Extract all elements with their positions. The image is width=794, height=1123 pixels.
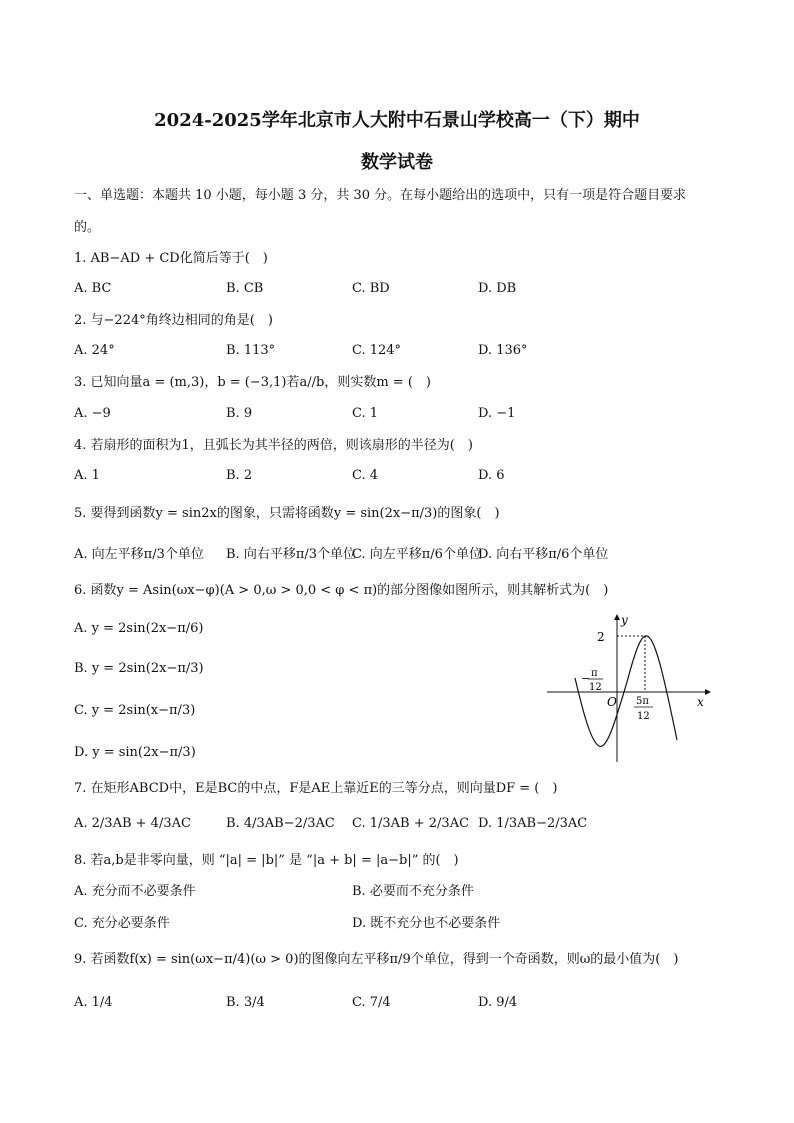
answer-option[interactable]: D. 既不充分也不必要条件 [352, 916, 501, 931]
sine-graph [545, 612, 715, 772]
answer-option[interactable]: A. 充分而不必要条件 [74, 884, 196, 899]
answer-option[interactable]: B. CB [226, 281, 264, 296]
answer-option[interactable]: A. −9 [74, 406, 111, 421]
question-stem: 1. AB−AD + CD化简后等于( ) [74, 251, 268, 266]
question-stem: 4. 若扇形的面积为1，且弧长为其半径的两倍，则该扇形的半径为( ) [74, 438, 473, 453]
neg-tick-num: π [591, 668, 598, 679]
question-stem: 3. 已知向量a = (m,3)，b = (−3,1)若a//b，则实数m = ( ) [74, 375, 431, 390]
answer-option[interactable]: B. 必要而不充分条件 [352, 884, 474, 899]
answer-option[interactable]: D. 向右平移π/6个单位 [478, 547, 609, 562]
max-label: 2 [597, 630, 605, 644]
answer-option[interactable]: C. 1 [352, 406, 379, 421]
answer-option[interactable]: A. 24° [74, 343, 115, 358]
exam-subtitle: 数学试卷 [361, 152, 433, 173]
question-stem: 2. 与−224°角终边相同的角是( ) [74, 313, 273, 328]
question-stem: 8. 若a,b是非零向量，则 “|a| = |b|” 是 “|a + b| = |a−b|” 的( ) [74, 853, 459, 868]
answer-option[interactable]: D. 136° [478, 343, 528, 358]
y-arrow [614, 614, 620, 620]
answer-option[interactable]: A. 2/3AB + 4/3AC [74, 816, 191, 831]
question-stem: 6. 函数y = Asin(ωx−φ)(A > 0,ω > 0,0 < φ < π)的部分图像如图所示，则其解析式为( ) [74, 583, 609, 598]
y-label: y [621, 613, 628, 627]
section-heading: 一、单选题：本题共 10 小题，每小题 3 分，共 30 分。在每小题给出的选项中，只有一项是符合题目要求 [74, 188, 687, 203]
answer-option[interactable]: B. 3/4 [226, 995, 265, 1010]
answer-option[interactable]: B. 向右平移π/3个单位 [226, 547, 357, 562]
answer-option[interactable]: A. y = 2sin(2x−π/6) [74, 621, 204, 636]
answer-option[interactable]: B. 4/3AB−2/3AC [226, 816, 335, 831]
origin-label: O [607, 695, 617, 709]
answer-option[interactable]: B. 9 [226, 406, 253, 421]
answer-option[interactable]: A. BC [74, 281, 112, 296]
answer-option[interactable]: B. 113° [226, 343, 276, 358]
neg-tick-den: 12 [589, 682, 602, 693]
answer-option[interactable]: C. BD [352, 281, 390, 296]
answer-option[interactable]: D. 6 [478, 468, 505, 483]
answer-option[interactable]: A. 向左平移π/3个单位 [74, 547, 204, 562]
question-stem: 9. 若函数f(x) = sin(ωx−π/4)(ω > 0)的图像向左平移π/9个单位，得到一个奇函数，则ω的最小值为( ) [74, 952, 679, 967]
neg-tick-minus: − [581, 672, 591, 685]
pos-tick-den: 12 [637, 711, 650, 722]
exam-title: 2024-2025学年北京市人大附中石景山学校高一（下）期中 [154, 110, 640, 131]
pos-tick-num: 5π [636, 696, 649, 707]
answer-option[interactable]: D. DB [478, 281, 517, 296]
question-stem: 5. 要得到函数y = sin2x的图象，只需将函数y = sin(2x−π/3)的图象( ) [74, 506, 500, 521]
answer-option[interactable]: D. y = sin(2x−π/3) [74, 745, 196, 760]
answer-option[interactable]: D. −1 [478, 406, 516, 421]
answer-option[interactable]: A. 1 [74, 468, 100, 483]
answer-option[interactable]: C. 1/3AB + 2/3AC [352, 816, 470, 831]
x-arrow [705, 689, 711, 695]
answer-option[interactable]: C. 充分必要条件 [74, 916, 170, 931]
answer-option[interactable]: B. y = 2sin(2x−π/3) [74, 661, 204, 676]
answer-option[interactable]: C. 向左平移π/6个单位 [352, 547, 482, 562]
answer-option[interactable]: A. 1/4 [74, 995, 113, 1010]
question-stem: 7. 在矩形ABCD中，E是BC的中点，F是AE上靠近E的三等分点，则向量DF = ( ) [74, 781, 558, 796]
answer-option[interactable]: C. 7/4 [352, 995, 391, 1010]
answer-option[interactable]: D. 1/3AB−2/3AC [478, 816, 588, 831]
x-label: x [697, 695, 704, 709]
section-heading-cont: 的。 [74, 220, 101, 235]
answer-option[interactable]: C. 124° [352, 343, 402, 358]
answer-option[interactable]: C. 4 [352, 468, 379, 483]
answer-option[interactable]: B. 2 [226, 468, 253, 483]
answer-option[interactable]: D. 9/4 [478, 995, 518, 1010]
answer-option[interactable]: C. y = 2sin(x−π/3) [74, 703, 196, 718]
